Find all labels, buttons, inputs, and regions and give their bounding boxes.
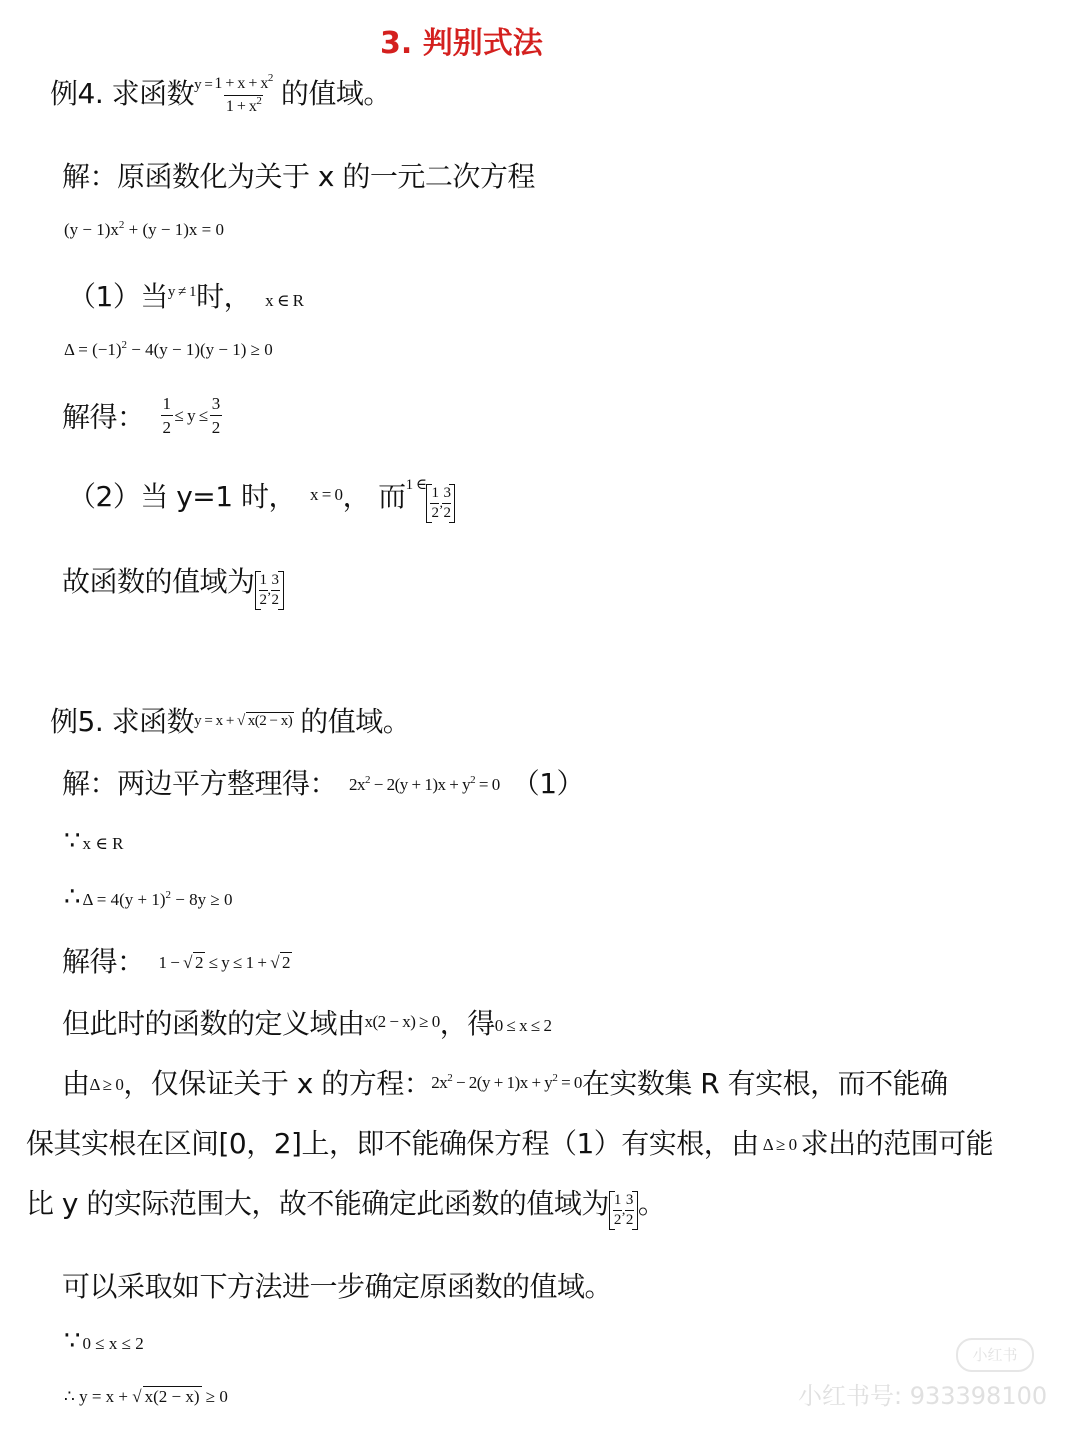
ex5-since-line: ∵ x ∈ R bbox=[64, 826, 124, 856]
ex5-solved: 解得： 1 − √ 2 ≤ y ≤ 1 + √ 2 bbox=[62, 945, 291, 978]
range-interval: $\frac{1}{2}$ , $\frac{3}{2}$ bbox=[255, 571, 284, 610]
case-2-label: （2）当 y=1 时， bbox=[68, 480, 296, 513]
ex5-solved-inequality: 1 − √ 2 ≤ y ≤ 1 + √ 2 bbox=[158, 953, 291, 972]
because-symbol: ∵ bbox=[64, 826, 81, 856]
ex5-final-inequality: ∴ y = x + √ x(2 − x) ≥ 0 bbox=[64, 1387, 228, 1406]
ex5-domain-note: 但此时的函数的定义域由$^{x(2 - x) \ge 0}$，得0 ≤ x ≤ 2 bbox=[62, 1007, 552, 1040]
case-1-label: （1）当 bbox=[68, 280, 168, 313]
ex4-solved: 解得： $\frac{1}{2}$ ≤ y ≤ $\frac{3}{2}$ bbox=[62, 394, 220, 437]
ex5-since-range: ∵ 0 ≤ x ≤ 2 bbox=[64, 1326, 144, 1356]
ex5-paragraph-line-1: 由Δ ≥ 0，仅保证关于 x 的方程：$2x^2 - 2(y + 1)x + y^2 = 0$在实数集 R 有实根，而不能确 bbox=[62, 1067, 948, 1100]
example-4-suffix: 的值域。 bbox=[280, 77, 391, 110]
section-title: 3. 判别式法 bbox=[380, 26, 543, 61]
ex4-func-lhs: y = bbox=[194, 77, 213, 93]
ex5-further-method: 可以采取如下方法进一步确定原函数的值域。 bbox=[62, 1270, 613, 1303]
ex4-discriminant: $\Delta = (-1)^2 - 4(y - 1)(y - 1) \ge 0$ bbox=[64, 339, 273, 359]
equation-number: （1） bbox=[511, 767, 585, 800]
ex5-paragraph-line-3: 比 y 的实际范围大，故不能确定此函数的值域为 $\frac{1}{2}$ , $\frac{3}{2}$ 。 bbox=[26, 1187, 666, 1228]
range-interval-2: $\frac{1}{2}$ , $\frac{3}{2}$ bbox=[609, 1191, 638, 1230]
interval-half-to-three-halves: $\frac{1}{2}$ , $\frac{3}{2}$ bbox=[426, 484, 455, 523]
watermark-logo: 小红书 bbox=[956, 1338, 1034, 1372]
case-1-when: 时， bbox=[196, 280, 252, 313]
example-5-prefix: 例5. 求函数 bbox=[50, 705, 195, 738]
therefore-symbol: ∴ bbox=[64, 882, 81, 912]
ex5-squared-equation: $2x^2 - 2(y + 1)x + y^2 = 0$ bbox=[349, 774, 500, 794]
solved-label: 解得： bbox=[62, 400, 145, 434]
example-4-prefix: 例4. 求函数 bbox=[50, 77, 195, 110]
example-5-heading bbox=[50, 700, 410, 740]
ex4-case-1 bbox=[68, 275, 304, 315]
case-2-membership: 1 ∈ bbox=[405, 477, 427, 493]
ex4-quadratic-equation: $(y - 1)x^2 + (y - 1)x = 0$ bbox=[64, 219, 225, 239]
ex5-solution-line: 解：两边平方整理得： $2x^2 - 2(y + 1)x + y^2 = 0$ （1） bbox=[62, 767, 585, 800]
example-4-heading bbox=[50, 72, 391, 115]
fraction-one-half: $\frac{1}{2}$ bbox=[162, 394, 171, 437]
ex5-paragraph-line-2: 保其实根在区间[0，2]上，即不能确保方程（1）有实根，由 Δ ≥ 0 求出的范围可能 bbox=[26, 1127, 994, 1160]
ex4-conclusion: 故函数的值域为 $\frac{1}{2}$ , $\frac{3}{2}$ bbox=[62, 560, 284, 610]
watermark-account: 小红书号: 933398100 bbox=[798, 1382, 1048, 1410]
case-1-condition: y ≠ 1 bbox=[167, 284, 197, 300]
fraction-three-halves: $\frac{3}{2}$ bbox=[211, 394, 220, 437]
ex4-case-2: （2）当 y=1 时， x = 0， 而$^{1 \in}$ $\frac{1}{2}$ , $\frac{3}{2}$ bbox=[68, 475, 455, 523]
case-1-domain: x ∈ R bbox=[265, 291, 304, 310]
ex4-solution-intro: 解：原函数化为关于 x 的一元二次方程 bbox=[62, 160, 535, 193]
ex5-func: y = x + √ x(2 − x) bbox=[194, 713, 293, 729]
ex5-therefore-line: ∴ $\Delta = 4(y + 1)^2 - 8y \ge 0$ bbox=[64, 882, 233, 912]
case-2-x: x = 0 bbox=[309, 485, 343, 504]
example-5-suffix: 的值域。 bbox=[300, 705, 411, 738]
ex4-func-fraction: $\frac{1 + x + x^2}{1 + x^2}$ bbox=[214, 71, 273, 115]
